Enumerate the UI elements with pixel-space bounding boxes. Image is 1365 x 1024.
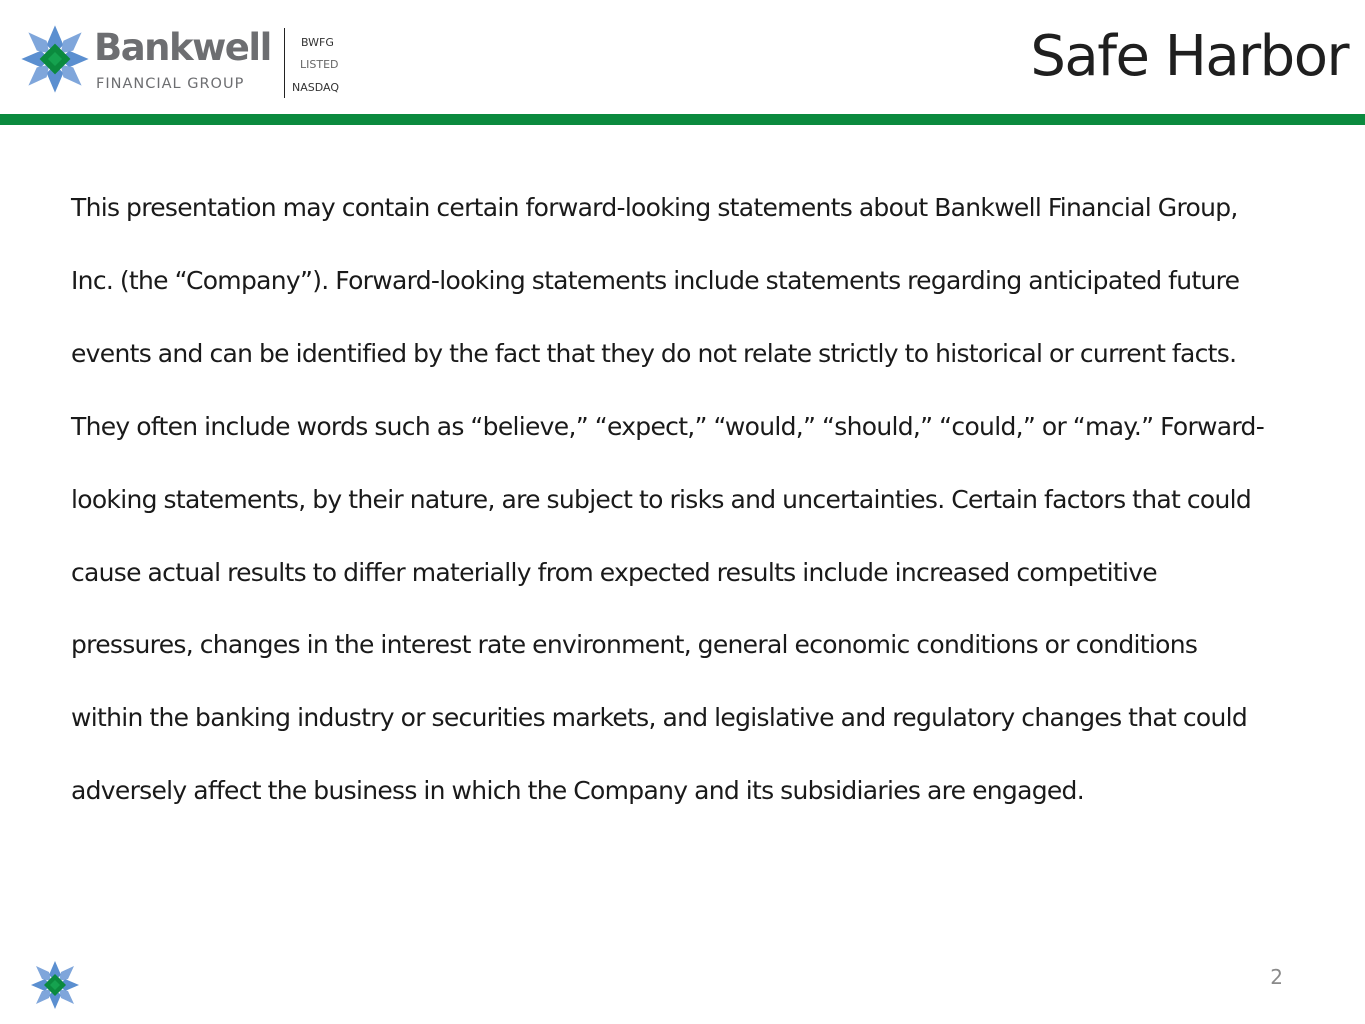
page-title: Safe Harbor: [1030, 24, 1348, 89]
slide-header: [0, 0, 1365, 126]
header-divider: [0, 114, 1365, 125]
bankwell-logo: [20, 22, 350, 100]
logo-subtitle: FINANCIAL GROUP: [96, 76, 245, 92]
listed-label: LISTED: [300, 58, 339, 71]
logo-divider: [284, 28, 285, 98]
logo-wordmark: Bankwell: [94, 26, 271, 69]
footer-logo-icon: [30, 960, 80, 1010]
safe-harbor-statement: This presentation may contain certain forward-looking statements about Bankwell Financial Group, Inc. (the “Company”). Forward-looking statements include statements regarding anticipated future events and can be identified by the fact that they do not relate strictly to historical or current facts. They often include words such as “believe,” “expect,” “would,” “should,” “could,” or “may.” Forward-looking statements, by their nature, are subject to risks and uncertainties. Certain factors that could cause actual results to differ materially from expected results include increased competitive pressures, changes in the interest rate environment, general economic conditions or conditions within the banking industry or securities markets, and legislative and regulatory changes that could adversely affect the business in which the Company and its subsidiaries are engaged.: [71, 193, 1265, 806]
page-number: 2: [1270, 965, 1283, 989]
exchange-label: NASDAQ: [292, 81, 340, 94]
bankwell-star-icon: [20, 24, 90, 94]
ticker-symbol: BWFG: [301, 36, 334, 49]
